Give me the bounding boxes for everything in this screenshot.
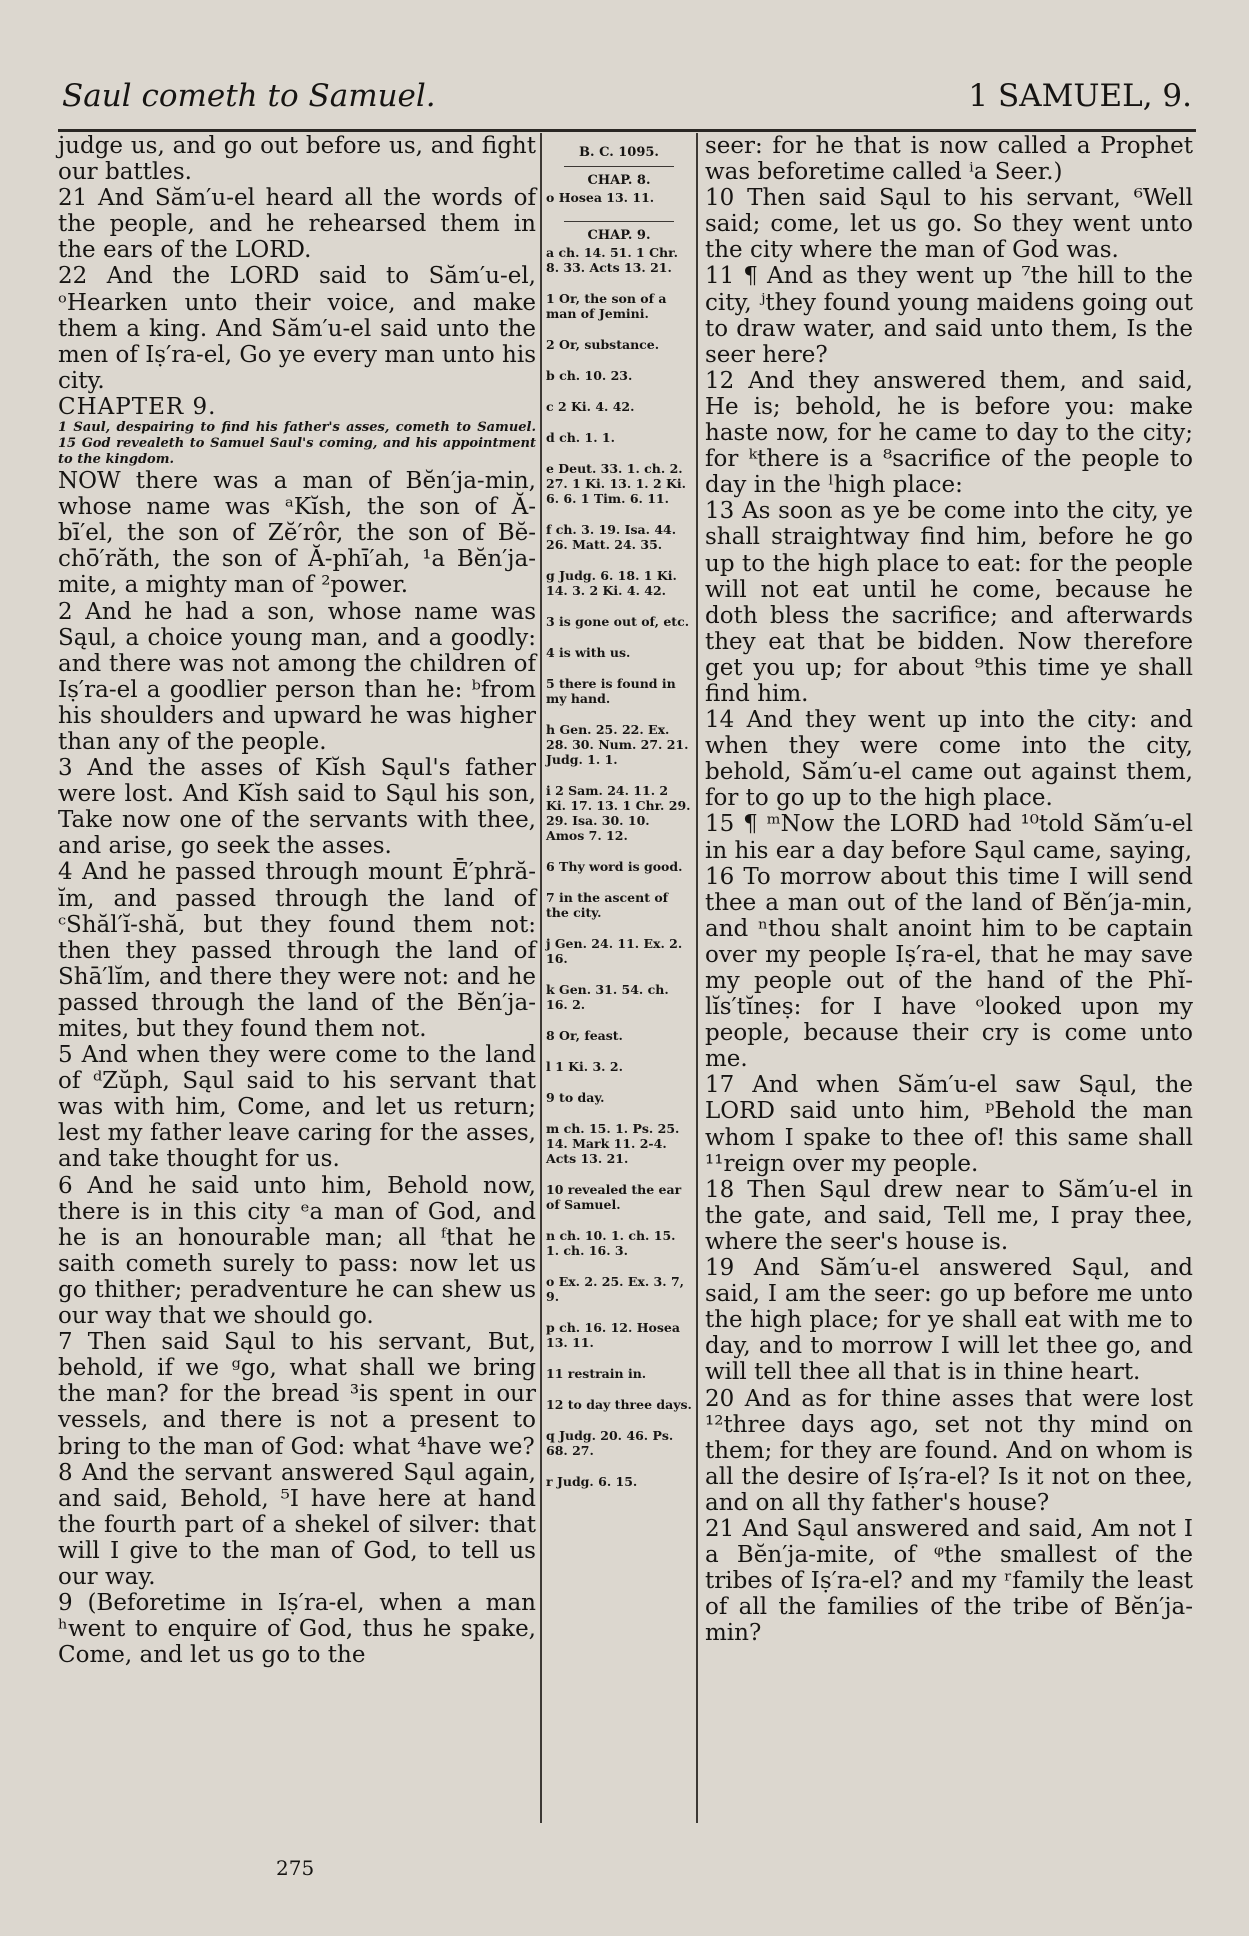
- margin-ref: h Gen. 25. 22. Ex. 28. 30. Num. 27. 21. Judg. 1. 1.: [546, 722, 689, 767]
- margin-ref: i 2 Sam. 24. 11. 2 Ki. 17. 13. 1 Chr. 29. 29. Isa. 30. 10. Amos 7. 12.: [546, 783, 691, 843]
- running-header: [62, 78, 1192, 128]
- margin-ref: f ch. 3. 19. Isa. 44. 26. Matt. 24. 35.: [546, 522, 677, 552]
- margin-ref: 11 restrain in.: [546, 1366, 647, 1381]
- verse-paragraph: 5 And when they were come to the land of ᵈZŭph, Sąul said to his servant that was with him, Come, and let us return; lest my father leave caring for the asses, and take thought for us.: [58, 1042, 536, 1173]
- verse-paragraph: 22 And the LORD said to Săm′u-el, ᵒHearken unto their voice, and make them a king. And Săm′u-el said unto the men of Iṣ′ra-el, Go ye every man unto his city.: [58, 263, 537, 394]
- verse-paragraph: 2 And he had a son, whose name was Sąul, a choice young man, and a goodly: and there was not among the children of Iṣ′ra-el a goodlier person than he: ᵇfrom his shoulders and upward he was higher than any of the people.: [58, 598, 536, 755]
- margin-ref: 12 to day three days.: [546, 1397, 692, 1412]
- verse-paragraph: 6 And he said unto him, Behold now, there is in this city ᵉa man of God, and he is an honourable man; all ᶠthat he saith cometh surely to pass: now let us go thither; peradventure he can shew us our way that we should go.: [58, 1172, 536, 1330]
- margin-ref: g Judg. 6. 18. 1 Ki. 14. 3. 2 Ki. 4. 42.: [546, 568, 677, 598]
- verse-paragraph: 20 And as for thine asses that were lost ¹²three days ago, set not thy mind on them; for they are found. And on whom is all the desire of Iṣ′ra-el? Is it not on thee, and on all thy father's house?: [705, 1385, 1193, 1516]
- verse-paragraph: 19 And Săm′u-el answered Sąul, and said, I am the seer: go up before me unto the high place; for ye shall eat with me to day, and to morrow I will let thee go, and will tell thee all that is in thine heart.: [705, 1255, 1193, 1386]
- verse-paragraph: 21 And Săm′u-el heard all the words of the people, and he rehearsed them in the ears of the LORD.: [58, 185, 536, 264]
- margin-ref: 1 Or, the son of a man of Jemini.: [546, 291, 667, 321]
- margin-ref: a ch. 14. 51. 1 Chr. 8. 33. Acts 13. 21.: [546, 245, 678, 275]
- verse-paragraph: 3 And the asses of Kĭsh Sąul's father were lost. And Kĭsh said to Sąul his son, Take now one of the servants with thee, and arise, go seek the asses.: [58, 755, 536, 860]
- header-left-title: Saul cometh to Samuel.: [62, 78, 436, 114]
- margin-ref: 3 is gone out of, etc.: [546, 614, 690, 629]
- margin-ref-list: [546, 245, 692, 1489]
- margin-ref: m ch. 15. 1. Ps. 25. 14. Mark 11. 2-4. Acts 13. 21.: [546, 1121, 680, 1166]
- margin-ref: 10 revealed the ear of Samuel.: [546, 1182, 682, 1212]
- verse-paragraph: 10 Then said Sąul to his servant, ⁶Well said; come, let us go. So they went unto the city where the man of God was.: [705, 185, 1193, 264]
- margin-divider: [564, 221, 674, 222]
- margin-ref: 4 is with us.: [546, 645, 631, 660]
- margin-ref: 8 Or, feast.: [546, 1028, 623, 1043]
- column-divider: [540, 133, 542, 1823]
- verse-paragraph: 8 And the servant answered Sąul again, and said, Behold, ⁵I have here at hand the fourth part of a shekel of silver: that will I give to the man of God, to tell us our way.: [58, 1459, 536, 1590]
- verse-paragraph: seer: for he that is now called a Prophet was beforetime called ⁱa Seer.): [705, 133, 1193, 186]
- verse-paragraph: 15 ¶ ᵐNow the LORD had ¹⁰told Săm′u-el in his ear a day before Sąul came, saying,: [705, 811, 1193, 864]
- page-number: 275: [276, 1856, 315, 1880]
- verse-paragraph: NOW there was a man of Bĕn′ja-min, whose name was ᵃKĭsh, the son of Ă-bī′el, the son of Zĕ′rôr, the son of Bĕ-chō′răth, the son of Ă-phī′ah, ¹a Bĕn′ja-mite, a mighty man of ²power.: [58, 468, 536, 599]
- margin-date: B. C. 1095.: [579, 145, 659, 160]
- left-text-column: [58, 133, 536, 1668]
- margin-ref: 2 Or, substance.: [546, 337, 660, 352]
- margin-ref: p ch. 16. 12. Hosea 13. 11.: [546, 1320, 680, 1350]
- verse-paragraph: 7 Then said Sąul to his servant, But, behold, if we ᵍgo, what shall we bring the man? for the bread ³is spent in our vessels, and there is not a present to bring to the man of God: what ⁴have we?: [58, 1329, 536, 1460]
- verse-paragraph: 12 And they answered them, and said, He is; behold, he is before you: make haste now, for he came to day to the city; for ᵏthere is a ⁸sacrifice of the people to day in the ˡhigh place:: [705, 367, 1193, 499]
- margin-ref: c 2 Ki. 4. 42.: [546, 399, 635, 414]
- verse-paragraph: 13 As soon as ye be come into the city, ye shall straightway find him, before he go up to the high place to eat: for the people will not eat until he come, because he doth bless the sacrifice; and afterwards they eat that be bidden. Now therefore get you up; for about ⁹this time ye shall find him.: [705, 498, 1193, 707]
- margin-ref: o Ex. 2. 25. Ex. 3. 7, 9.: [546, 1274, 685, 1304]
- verse-paragraph: 18 Then Sąul drew near to Săm′u-el in the gate, and said, Tell me, I pray thee, where the seer's house is.: [705, 1176, 1193, 1255]
- margin-ref: 9 to day.: [546, 1090, 605, 1105]
- margin-ref: r Judg. 6. 15.: [546, 1474, 638, 1489]
- margin-references: [546, 133, 692, 1505]
- margin-ref: q Judg. 20. 46. Ps. 68. 27.: [546, 1428, 674, 1458]
- margin-ref: k Gen. 31. 54. ch. 16. 2.: [546, 982, 669, 1012]
- margin-ref: 7 in the ascent of the city.: [546, 890, 669, 920]
- verse-paragraph: 9 (Beforetime in Iṣ′ra-el, when a man ʰwent to enquire of God, thus he spake, Come, and let us go to the: [58, 1590, 536, 1669]
- header-rule: [58, 129, 1196, 132]
- verse-paragraph: 4 And he passed through mount Ē′phră-ĭm, and passed through the land of ᶜShăl′ĭ-shă, but they found them not: then they passed through the land of Shā′lĭm, and there they were not: and he passed through the land of the Bĕn′ja-mites, but they found them not.: [58, 859, 536, 1042]
- chapter-heading: CHAPTER 9.: [58, 393, 217, 420]
- margin-chapter-label: CHAP. 9.: [587, 228, 651, 243]
- header-right-title: 1 SAMUEL, 9.: [968, 78, 1192, 114]
- verse-paragraph: 16 To morrow about this time I will send thee a man out of the land of Bĕn′ja-min, and ⁿthou shalt anoint him to be captain over my people Iṣ′ra-el, that he may save my people out of the hand of the Phĭ-lĭs′tĭneṣ: for I have ᵒlooked upon my people, because their cry is come unto me.: [705, 863, 1193, 1073]
- margin-ref: l 1 Ki. 3. 2.: [546, 1059, 623, 1074]
- verse-paragraph: 14 And they went up into the city: and when they were come into the city, behold, Săm′u-el came out against them, for to go up to the high place.: [705, 707, 1193, 812]
- right-text-column: [705, 133, 1193, 1646]
- verse-paragraph: 17 And when Săm′u-el saw Sąul, the LORD said unto him, ᵖBehold the man whom I spake to thee of! this same shall ¹¹reign over my people.: [705, 1072, 1193, 1177]
- chapter-summary: 1 Saul, despairing to find his father's asses, cometh to Samuel. 15 God revealeth to Samuel Saul's coming, and his appointment to the kingdom.: [58, 420, 536, 468]
- margin-ref: n ch. 10. 1. ch. 15. 1. ch. 16. 3.: [546, 1228, 676, 1258]
- margin-ref: o Hosea 13. 11.: [546, 190, 655, 205]
- margin-divider: [564, 166, 674, 167]
- verse-paragraph: 11 ¶ And as they went up ⁷the hill to the city, ʲthey found young maidens going out to draw water, and said unto them, Is the seer here?: [705, 263, 1193, 368]
- verse-paragraph: judge us, and go out before us, and fight our battles.: [58, 133, 536, 186]
- margin-ref: j Gen. 24. 11. Ex. 2. 16.: [546, 936, 683, 966]
- margin-ref: d ch. 1. 1.: [546, 430, 615, 445]
- margin-ref: b ch. 10. 23.: [546, 368, 633, 383]
- verse-paragraph: 21 And Sąul answered and said, Am not I a Bĕn′ja-mite, of ᵠthe smallest of the tribes of Iṣ′ra-el? and my ʳfamily the least of all the families of the tribe of Bĕn′ja-min?: [705, 1515, 1193, 1647]
- margin-chapter-label: CHAP. 8.: [587, 173, 651, 188]
- margin-ref: 6 Thy word is good.: [546, 859, 683, 874]
- margin-ref: 5 there is found in my hand.: [546, 676, 676, 706]
- column-divider: [696, 133, 698, 1823]
- margin-ref: e Deut. 33. 1. ch. 2. 27. 1 Ki. 13. 1. 2 Ki. 6. 6. 1 Tim. 6. 11.: [546, 461, 686, 506]
